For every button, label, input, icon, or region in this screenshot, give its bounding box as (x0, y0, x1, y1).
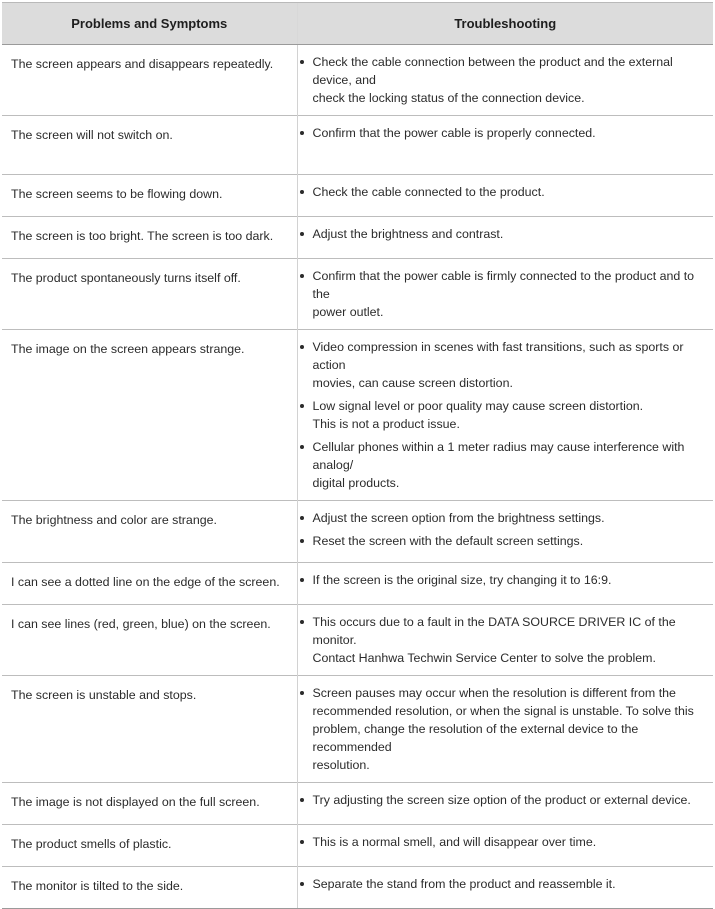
solution-text: Separate the stand from the product and reassemble it. (312, 877, 616, 891)
table-row (2, 217, 713, 259)
solution-text: Video compression in scenes with fast transitions, such as sports or action movies, can cause screen distortion. (312, 340, 684, 390)
solution-text: Adjust the brightness and contrast. (312, 227, 504, 241)
bullet-icon (300, 190, 304, 194)
bullet-icon (300, 345, 304, 349)
bullet-icon (300, 131, 304, 135)
solution-item (298, 53, 706, 107)
solution-text: Try adjusting the screen size option of the product or external device. (312, 793, 691, 807)
solution-list (298, 509, 706, 550)
bullet-icon (300, 232, 304, 236)
problem-cell: The screen appears and disappears repeatedly. (2, 45, 297, 116)
table-row (2, 825, 713, 867)
solution-item (298, 338, 706, 392)
solution-item (298, 267, 706, 321)
troubleshooting-cell (297, 825, 713, 867)
solution-item (298, 124, 706, 142)
troubleshooting-cell (297, 783, 713, 825)
bullet-icon (300, 882, 304, 886)
bullet-icon (300, 840, 304, 844)
solution-item (298, 791, 706, 809)
problem-cell: The screen is unstable and stops. (2, 676, 297, 783)
table-row (2, 45, 713, 116)
solution-list (298, 684, 706, 774)
solution-text: Confirm that the power cable is properly connected. (312, 126, 596, 140)
bullet-icon (300, 445, 304, 449)
solution-list (298, 225, 706, 243)
solution-text: Low signal level or poor quality may cause screen distortion. This is not a product issue. (312, 399, 644, 431)
solution-item (298, 438, 706, 492)
solution-text: If the screen is the original size, try changing it to 16:9. (312, 573, 612, 587)
solution-item (298, 833, 706, 851)
problem-cell: The image is not displayed on the full screen. (2, 783, 297, 825)
table-row (2, 259, 713, 330)
bullet-icon (300, 516, 304, 520)
bullet-icon (300, 798, 304, 802)
solution-list (298, 613, 706, 667)
solution-text: Check the cable connected to the product. (312, 185, 545, 199)
solution-list (298, 875, 706, 893)
problem-cell: The screen is too bright. The screen is too dark. (2, 217, 297, 259)
troubleshooting-cell (297, 867, 713, 909)
table-body (2, 45, 713, 909)
bullet-icon (300, 274, 304, 278)
table-row (2, 676, 713, 783)
troubleshooting-cell (297, 676, 713, 783)
table-header-row (2, 3, 713, 45)
table-row (2, 330, 713, 501)
solution-list (298, 183, 706, 201)
solution-text: Reset the screen with the default screen settings. (312, 534, 584, 548)
problem-cell: The screen will not switch on. (2, 116, 297, 175)
bullet-icon (300, 539, 304, 543)
problem-cell: The image on the screen appears strange. (2, 330, 297, 501)
solution-item (298, 571, 706, 589)
table-row (2, 116, 713, 175)
bullet-icon (300, 578, 304, 582)
bullet-icon (300, 60, 304, 64)
table-row (2, 867, 713, 909)
troubleshooting-cell (297, 45, 713, 116)
solution-item (298, 397, 706, 433)
bullet-icon (300, 691, 304, 695)
problem-cell: The monitor is tilted to the side. (2, 867, 297, 909)
problem-cell: I can see lines (red, green, blue) on the screen. (2, 605, 297, 676)
problem-cell: The product spontaneously turns itself off. (2, 259, 297, 330)
table-row (2, 501, 713, 563)
solution-text: Cellular phones within a 1 meter radius may cause interference with analog/ digital products. (312, 440, 685, 490)
table-row (2, 175, 713, 217)
solution-list (298, 571, 706, 589)
problem-cell: The brightness and color are strange. (2, 501, 297, 563)
solution-item (298, 875, 706, 893)
solution-item (298, 183, 706, 201)
solution-text: Check the cable connection between the product and the external device, and check the locking status of the connection device. (312, 55, 673, 105)
troubleshooting-cell (297, 259, 713, 330)
bullet-icon (300, 620, 304, 624)
header-troubleshooting: Troubleshooting (297, 3, 713, 45)
solution-text: Confirm that the power cable is firmly connected to the product and to the power outlet. (312, 269, 695, 319)
troubleshooting-cell (297, 501, 713, 563)
solution-list (298, 833, 706, 851)
solution-list (298, 267, 706, 321)
solution-item (298, 532, 706, 550)
troubleshooting-table (2, 2, 713, 909)
header-problems: Problems and Symptoms (2, 3, 297, 45)
solution-list (298, 124, 706, 142)
problem-cell: The screen seems to be flowing down. (2, 175, 297, 217)
solution-list (298, 791, 706, 809)
problem-cell: The product smells of plastic. (2, 825, 297, 867)
solution-list (298, 338, 706, 492)
problem-cell: I can see a dotted line on the edge of the screen. (2, 563, 297, 605)
troubleshooting-cell (297, 330, 713, 501)
table-row (2, 605, 713, 676)
solution-text: This is a normal smell, and will disappear over time. (312, 835, 597, 849)
solution-item (298, 225, 706, 243)
troubleshooting-cell (297, 175, 713, 217)
solution-text: This occurs due to a fault in the DATA SOURCE DRIVER IC of the monitor. Contact Hanhwa Techwin Service Center to solve the problem. (312, 615, 676, 665)
solution-item (298, 684, 706, 774)
bullet-icon (300, 404, 304, 408)
table-row (2, 563, 713, 605)
troubleshooting-cell (297, 605, 713, 676)
troubleshooting-cell (297, 217, 713, 259)
solution-item (298, 613, 706, 667)
troubleshooting-cell (297, 563, 713, 605)
table-row (2, 783, 713, 825)
troubleshooting-cell (297, 116, 713, 175)
solution-text: Screen pauses may occur when the resolution is different from the recommended resolution, or when the signal is unstable. To solve this problem, change the resolution of the external device to the recommended resolution. (312, 686, 694, 772)
solution-text: Adjust the screen option from the brightness settings. (312, 511, 605, 525)
solution-item (298, 509, 706, 527)
solution-list (298, 53, 706, 107)
